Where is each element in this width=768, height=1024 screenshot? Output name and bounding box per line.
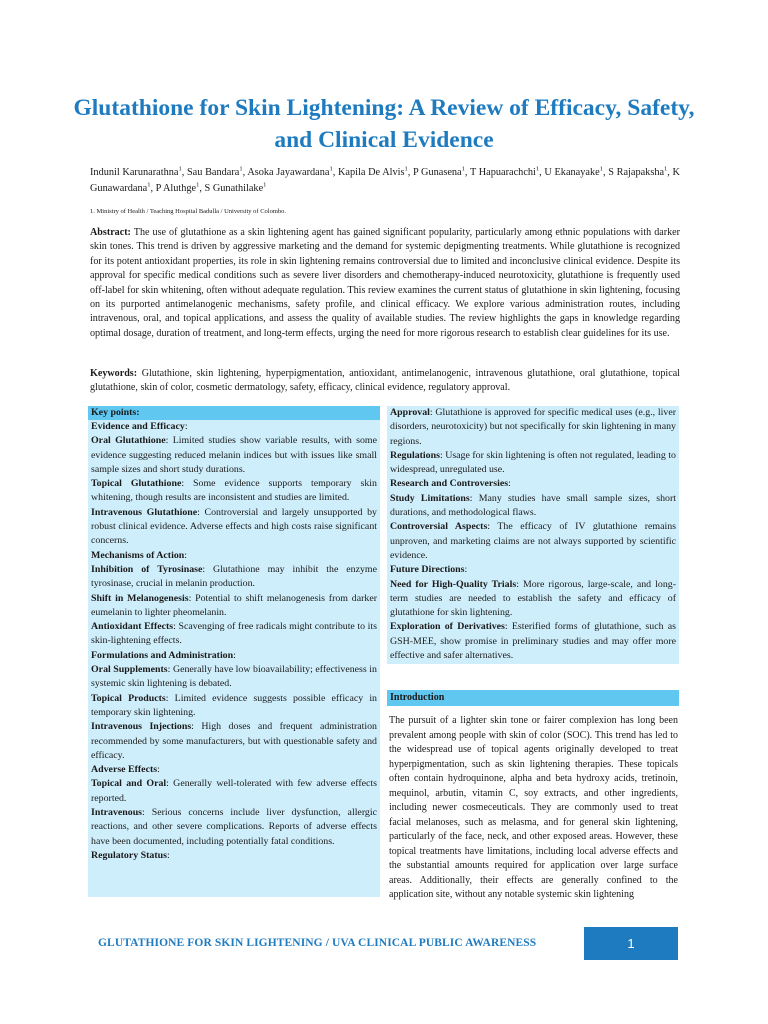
key-points-header: Key points: <box>88 406 380 420</box>
key-points-left-column <box>88 406 380 897</box>
key-point-item <box>387 620 679 663</box>
key-point-text: : High doses and frequent administration recommended by some manufacturers, but with questionable safety and efficacy. <box>91 721 377 761</box>
abstract-text: The use of glutathione as a skin lightening agent has gained significant popularity, particularly among ethnic populations with darker skin tones. This trend is driven by aggressive marketing and the demand for systemic depigmenting treatments. While glutathione is recognized for its potent antioxidant properties, its role in skin lightening remains controversial due to limited and inconclusive clinical evidence. Despite its approval for specific medical conditions such as severe liver disorders and chemotherapy-induced neurotoxicity, glutathione is frequently used off-label for skin whitening, often without adequate regulation. This review examines the current status of glutathione in skin lightening, focusing on its purported antimelanogenic mechanisms, safety profile, and clinical efficacy. We explore various administration routes, including intravenous, oral, and topical applications, and assess the quality of available studies. The review highlights the gaps in knowledge regarding optimal dosage, duration of treatment, and long-term effects, urging the need for more rigorous research to establish clear guidelines for its use. <box>90 227 680 339</box>
key-points-right-column <box>387 406 679 664</box>
author-name: U Ekanayake <box>544 167 600 178</box>
keywords-text: Glutathione, skin lightening, hyperpigmentation, antioxidant, antimelanogenic, intravenous glutathione, oral glutathione, topical glutathione, skin of color, cosmetic dermatology, safety, efficacy, clinical evidence, regulatory approval. <box>90 368 680 394</box>
key-point-label: Regulatory Status <box>91 849 167 861</box>
key-point-text: : Limited evidence suggests possible efficacy in temporary skin lightening. <box>91 692 377 718</box>
key-point-text: : <box>233 649 236 661</box>
key-point-item <box>88 549 380 563</box>
author-affiliation-mark: 1 <box>178 165 182 173</box>
key-point-item <box>387 520 679 563</box>
author-name: S Gunathilake <box>204 183 264 194</box>
author-name: P Aluthge <box>155 183 197 194</box>
abstract-label: Abstract: <box>90 227 131 238</box>
key-point-text: : The efficacy of IV glutathione remains unproven, and marketing claims are not always supported by scientific evidence. <box>390 521 677 561</box>
key-point-text: : More rigorous, large-scale, and long-term studies are needed to establish the safety and efficacy of glutathione for skin lightening. <box>390 578 676 619</box>
key-point-item <box>387 449 679 478</box>
key-point-item <box>88 420 380 434</box>
author-name: Sau Bandara <box>186 167 240 178</box>
author-name: P Gunasena <box>413 167 462 178</box>
key-point-text: : Some evidence supports temporary skin whitening, though results are inconsistent and studies are limited. <box>91 478 377 504</box>
key-point-text: : <box>464 564 468 576</box>
key-point-label: Regulations <box>390 449 440 461</box>
author-affiliation-mark: 1 <box>461 165 465 173</box>
author-affiliation-mark: 1 <box>196 181 200 189</box>
key-point-item <box>88 649 380 663</box>
author-name: Asoka Jayawardana <box>247 167 330 178</box>
key-point-label: Approval <box>390 407 430 418</box>
key-point-label: Need for High-Quality Trials <box>390 578 517 590</box>
key-point-text: : Esterified forms of glutathione, such as GSH-MEE, show promise in preliminary studies and may offer more effective and safer alternatives. <box>390 621 676 662</box>
key-point-text: : Glutathione may inhibit the enzyme tyrosinase, crucial in melanin production. <box>91 563 377 590</box>
key-point-label: Oral Glutathione <box>91 435 166 447</box>
author-affiliation-mark: 1 <box>329 165 333 173</box>
key-point-text: : <box>184 421 188 432</box>
key-point-label: Intravenous Glutathione <box>91 506 198 518</box>
key-point-label: Future Directions <box>390 564 465 576</box>
key-point-item <box>88 777 380 806</box>
author-list: Indunil Karunarathna$^1$, Sau Bandara$^1$, Asoka Jayawardana$^1$, Kapila De Alvis$^1$, P Gunasena$^1$, T Hapuarachchi$^1$, U Ekanayake$^1$, S Rajapaksha$^1$, K Gunawardana$^1$, P Aluthge$^1$, S Gunathilake$^1$ <box>90 165 680 194</box>
footer-running-title: GLUTATHIONE FOR SKIN LIGHTENING / UVA CLINICAL PUBLIC AWARENESS <box>98 937 537 949</box>
key-point-label: Topical Products <box>91 692 166 704</box>
key-point-item <box>88 763 380 777</box>
author-affiliation-mark: 1 <box>599 165 603 173</box>
key-point-label: Controversial Aspects <box>390 521 488 533</box>
key-point-item <box>387 578 679 621</box>
key-points-right-list <box>387 406 679 663</box>
key-point-label: Evidence and Efficacy <box>91 421 185 432</box>
key-point-item <box>387 406 679 449</box>
key-point-text: : Many studies have small sample sizes, short durations, and methodological flaws. <box>390 492 676 519</box>
author-affiliation-mark: 1 <box>664 165 668 173</box>
author-name: T Hapuarachchi <box>469 167 536 178</box>
key-point-item <box>88 592 380 621</box>
key-point-label: Research and Controversies <box>390 478 509 490</box>
author-name: Indunil Karunarathna <box>90 167 179 178</box>
key-point-text: : Generally well-tolerated with few adverse effects reported. <box>91 778 377 804</box>
key-point-item <box>88 620 380 649</box>
key-point-item <box>88 506 380 549</box>
author-name: S Rajapaksha <box>608 167 665 178</box>
key-point-label: Intravenous Injections <box>91 721 192 733</box>
key-point-label: Study Limitations <box>390 492 470 504</box>
introduction-heading: Introduction <box>387 690 679 706</box>
paper-title: Glutathione for Skin Lightening: A Review of Efficacy, Safety, and Clinical Evidence <box>73 95 695 153</box>
key-point-text: : Scavenging of free radicals might contribute to its skin-lightening effects. <box>91 621 378 647</box>
key-point-text: : Limited studies show variable results, with some evidence suggesting reduced melanin indices but with issues like small sample sizes and short study durations. <box>91 435 377 475</box>
key-point-label: Antioxidant Effects <box>91 621 174 633</box>
key-point-item <box>387 492 679 521</box>
key-point-text: : <box>508 478 511 490</box>
key-point-label: Mechanisms of Action <box>91 549 185 561</box>
key-points-left-list <box>88 420 380 863</box>
key-point-label: Inhibition of Tyrosinase <box>91 563 203 575</box>
key-point-label: Oral Supplements <box>91 664 168 676</box>
introduction-text: The pursuit of a lighter skin tone or fairer complexion has long been prevalent among people with skin of color (SOC). This trend has led to the widespread use of topical agents originally developed to treat hyperpigmentation, such as skin lightening therapies. These topicals often contain hydroquinone, alpha and beta hydroxy acids, tretinoin, mequinol, arbutin, vitamin C, soy extracts, and other ingredients, including newer cosmeceuticals. They are commonly used to treat facial melanoses, such as melasma, and for general skin lightening, particularly of the face, neck, and other exposed areas. However, these topical treatments have limitations, including local adverse effects and the substantial amounts required for application over large surface areas. Additionally, their effects are generally confined to the application site, without any notable systemic skin lightening <box>389 715 678 900</box>
key-point-text: : <box>157 764 160 776</box>
key-point-label: Formulations and Administration <box>91 649 234 661</box>
author-affiliation-mark: 1 <box>147 181 151 189</box>
key-point-text: : Usage for skin lightening is often not regulated, leading to widespread, unregulated use. <box>390 449 676 476</box>
key-point-label: Topical Glutathione <box>91 478 182 490</box>
author-name: K Gunawardana <box>90 167 680 194</box>
key-point-item <box>88 477 380 506</box>
key-point-text: : <box>166 849 170 861</box>
key-point-label: Shift in Melanogenesis <box>91 592 189 604</box>
author-affiliation-mark: 1 <box>404 165 408 173</box>
author-affiliation-mark: 1 <box>263 181 267 189</box>
key-point-item <box>88 720 380 763</box>
key-point-text: : Glutathione is approved for specific medical uses (e.g., liver disorders, neurotoxicity) but not specifically for skin lightening in many regions. <box>390 407 676 447</box>
key-point-label: Exploration of Derivatives <box>390 621 505 633</box>
author-name: Kapila De Alvis <box>337 167 405 178</box>
key-point-text: : Potential to shift melanogenesis from darker eumelanin to lighter pheomelanin. <box>91 592 377 618</box>
keywords-label: Keywords: <box>90 368 138 379</box>
key-point-item <box>387 477 679 491</box>
key-point-text: : Serious concerns include liver dysfunction, allergic reactions, and other severe complications. Reports of adverse effects have been documented, including potentially fatal conditions. <box>91 807 377 847</box>
key-point-text: : Generally have low bioavailability; effectiveness in systemic skin lightening is debated. <box>91 664 377 690</box>
page-number: 1 <box>584 927 678 960</box>
key-point-item <box>88 806 380 849</box>
key-point-item <box>88 663 380 692</box>
key-point-text: : <box>184 549 188 561</box>
key-point-item <box>88 563 380 592</box>
key-point-item <box>88 692 380 721</box>
key-point-item <box>387 563 679 577</box>
key-point-item <box>88 434 380 477</box>
key-point-label: Topical and Oral <box>91 778 167 790</box>
author-affiliation-mark: 1 <box>535 165 540 173</box>
abstract <box>90 226 680 341</box>
key-point-text: : Controversial and largely unsupported by robust clinical evidence. Adverse effects and high costs raise significant concerns. <box>91 506 377 547</box>
author-affiliation-mark: 1 <box>239 165 243 173</box>
key-point-label: Adverse Effects <box>91 764 158 776</box>
key-point-item <box>88 849 380 863</box>
affiliation: 1. Ministry of Health / Teaching Hospital Badulla / University of Colombo. <box>90 208 287 215</box>
key-point-label: Intravenous <box>91 807 143 819</box>
keywords <box>90 367 680 396</box>
